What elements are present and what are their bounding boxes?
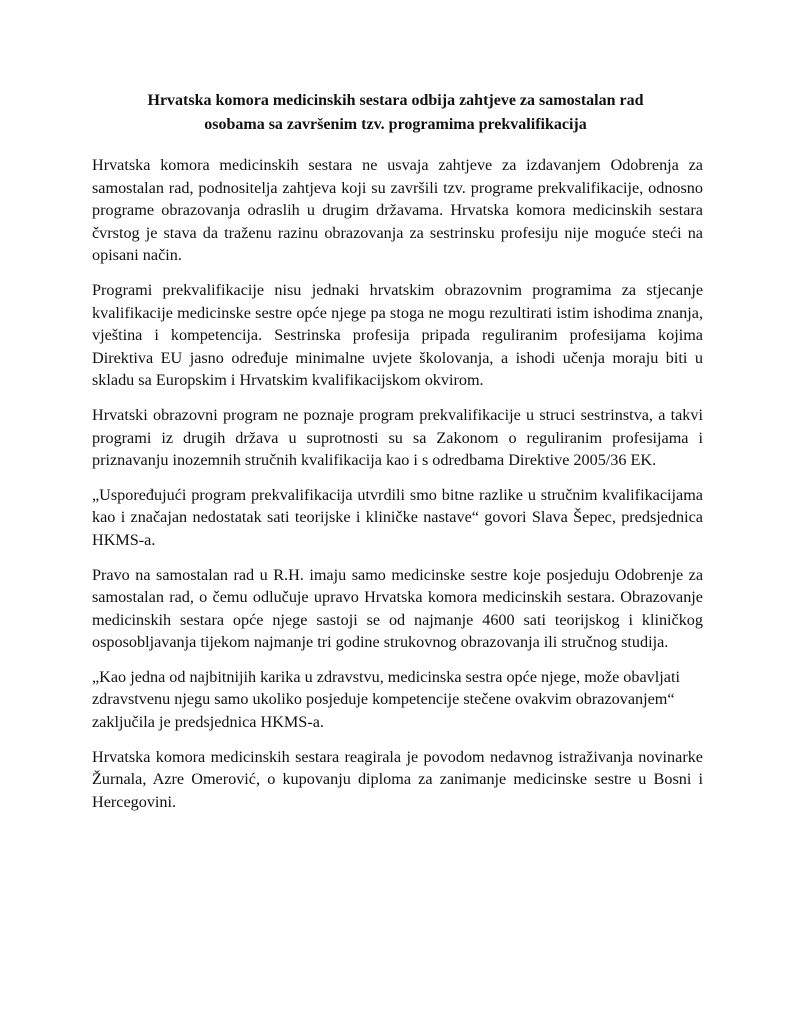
paragraph-3: Hrvatski obrazovni program ne poznaje program prekvalifikacije u struci sestrinstva, a takvi programi iz drugih država u suprotnosti su sa Zakonom o reguliranim profesijama i priznavanju inozemnih stručnih kvalifikacija kao i s odredbama Direktive 2005/36 EK. [92,405,703,470]
document-title-line-1: Hrvatska komora medicinskih sestara odbija zahtjeve za samostalan rad [147,92,644,109]
paragraph-4-quote: „Uspoređujući program prekvalifikacija utvrdili smo bitne razlike u stručnim kvalifikacijama kao i značajan nedostatak sati teorijske i kliničke nastave“ govori Slava Šepec, predsjednica HKMS-a. [92,485,703,549]
paragraph-7: Hrvatska komora medicinskih sestara reagirala je povodom nedavnog istraživanja novinarke Žurnala, Azre Omerović, o kupovanju diploma za zanimanje medicinske sestre u Bosni i Hercegovini. [92,747,703,811]
document-title-line-2: osobama sa završenim tzv. programima prekvalifikacija [204,116,587,133]
document-body [92,154,703,825]
paragraph-5: Pravo na samostalan rad u R.H. imaju samo medicinske sestre koje posjeduju Odobrenje za samostalan rad, o čemu odlučuje upravo Hrvatska komora medicinskih sestara. Obrazovanje medicinskih sestara opće njege sastoji se od najmanje 4600 sati teorijskog i kliničkog osposobljavanja tijekom najmanje tri godine strukovnog obrazovanja ili stručnog studija. [92,565,703,652]
paragraph-1: Hrvatska komora medicinskih sestara ne usvaja zahtjeve za izdavanjem Odobrenja za samostalan rad, podnositelja zahtjeva koji su završili tzv. programe prekvalifikacije, odnosno programe obrazovanja odraslih u drugim državama. Hrvatska komora medicinskih sestara čvrstog je stava da traženu razinu obrazovanja za sestrinsku profesiju nije moguće steći na opisani način. [92,156,703,265]
paragraph-6-quote: „Kao jedna od najbitnijih karika u zdravstvu, medicinska sestra opće njege, može obavljati zdravstvenu njegu samo ukoliko posjeduje kompetencije stečene ovakvim obrazovanjem“ zaključila je predsjednica HKMS-a. [92,667,680,732]
paragraph-2: Programi prekvalifikacije nisu jednaki hrvatskim obrazovnim programima za stjecanje kvalifikacije medicinske sestre opće njege pa stoga ne mogu rezultirati istim ishodima znanja, vještina i kompetencija. Sestrinska profesija pripada reguliranim profesijama kojima Direktiva EU jasno određuje minimalne uvjete školovanja, a ishodi učenja moraju biti u skladu sa Europskim i Hrvatskim kvalifikacijskom okvirom. [92,280,703,390]
document-title [88,89,703,137]
